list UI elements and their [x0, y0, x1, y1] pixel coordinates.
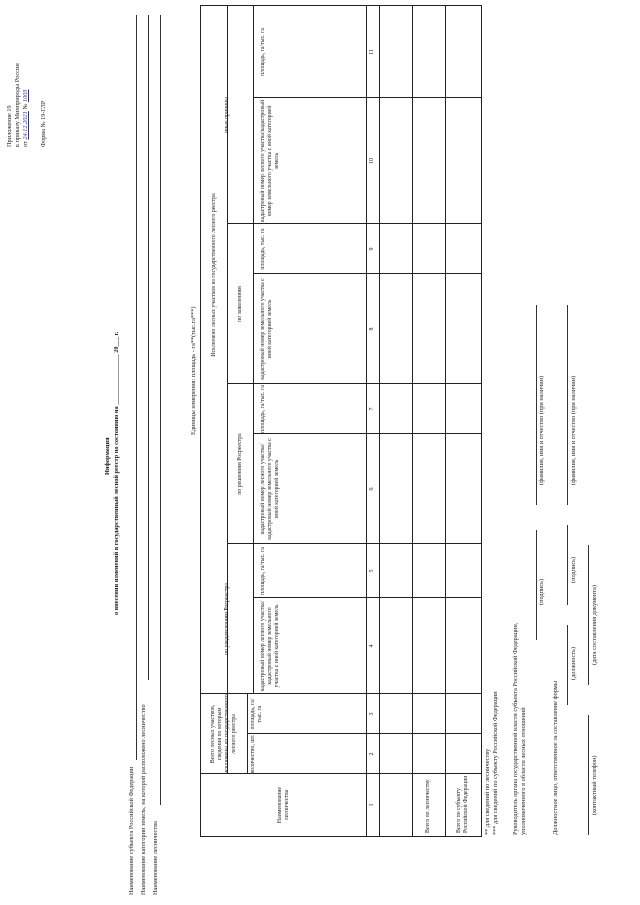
- col-number-3: 3: [368, 712, 375, 716]
- field-forestry-line: [160, 15, 161, 805]
- col-head-cadastral-4: кадастровый номер лесного участка/кадастровый номер земельного участка с иной категорией земель: [260, 600, 280, 692]
- field-land-category-label: Наименование категории земель, на которой расположено лесничество: [140, 704, 147, 895]
- order-date-handwritten: 24.12.2021: [22, 111, 29, 140]
- sub-head-application: по заявлениям: [236, 286, 243, 322]
- col-head-cadastral-6: кадастровый номер лесного участка/кадастровый номер земельного участка с иной категорией земель: [260, 438, 280, 540]
- row-rule-total-forestry: [412, 6, 413, 836]
- order-no-prefix: №: [22, 103, 29, 110]
- sub-head-rosreestr-notice: по уведомлениям Росреестра: [223, 583, 230, 655]
- main-table: [200, 5, 482, 837]
- col-head-area-11: площадь, га/тыс. га: [260, 28, 266, 76]
- head-fio-caption: (фамилия, имя и отчество (при наличии): [538, 375, 545, 485]
- signature-line-2: [567, 525, 568, 605]
- col-number-11: 11: [368, 49, 375, 55]
- sub-head-other: иные причины: [223, 96, 230, 134]
- col-head-area-5: площадь, га/тыс. га: [260, 547, 266, 595]
- sub-head-rosreestr-decision: по решениям Росреестра: [236, 433, 243, 495]
- order-date-line: [22, 89, 29, 147]
- head-signature-line: [536, 530, 537, 640]
- col-head-cadastral-10: кадастровый номер лесного участка/кадастровый номер земельного участка с иной категорией земель: [260, 99, 280, 223]
- phone-line: [588, 715, 589, 835]
- form-number: Форма № 19-ГЛР: [40, 100, 47, 147]
- col-number-4: 4: [368, 644, 375, 648]
- group-head-total: Всего лесных участков, сведения по которым исключены из государственного лесного реестра: [210, 694, 237, 774]
- field-land-category-line: [148, 15, 149, 680]
- col-head-cadastral-8: кадастровый номер земельного участка с иной категорией земель: [260, 278, 273, 380]
- col-number-2: 2: [368, 752, 375, 756]
- col-number-5: 5: [368, 569, 375, 573]
- col-head-area-7: площадь, га/тыс. га: [260, 385, 266, 433]
- field-subject-label: Наименование субъекта Российской Федерации: [128, 766, 135, 895]
- col-number-6: 6: [368, 487, 375, 491]
- position-line: [567, 625, 568, 705]
- col-head-forestry-name: Наименование лесничества: [276, 786, 290, 824]
- col-number-10: 10: [368, 158, 375, 164]
- row-rule-data: [379, 6, 380, 836]
- group-head-excluded: Исключено лесных участков из государственного лесного реестра: [210, 193, 217, 357]
- date-caption: (дата составления документа): [591, 585, 598, 665]
- fio-caption-2: (фамилия, имя и отчество (при наличии): [570, 375, 577, 485]
- date-line: [588, 545, 589, 685]
- head-fio-line: [536, 305, 537, 505]
- fio-line-2: [567, 305, 568, 505]
- col-number-9: 9: [368, 247, 375, 251]
- head-signature-caption: (подпись): [538, 578, 545, 605]
- field-subject-line: [136, 15, 137, 760]
- order-number-handwritten: 1003: [22, 89, 29, 103]
- head-official-label-2: уполномоченного в области лесных отношений: [520, 707, 527, 835]
- row-label-total-subject: Всего по субъекту Российской Федерации: [456, 775, 469, 833]
- col-number-8: 8: [368, 327, 375, 331]
- col-head-count: количество, шт.: [250, 734, 256, 774]
- order-reference: к приказу Минприроды России: [14, 63, 21, 147]
- row-rule-total-subject: [445, 6, 446, 836]
- units-note: Единицы измерения: площадь - га**(тыс.га***): [190, 306, 197, 435]
- document-subtitle: о внесении изменений в государственный лесной реестр по состоянию на ________________ 20___ г.: [113, 331, 120, 615]
- appendix-label: Приложение 19: [6, 105, 13, 147]
- field-forestry-label: Наименование лесничества: [152, 821, 159, 895]
- order-date-prefix: от: [22, 141, 29, 147]
- footnote-subject: *** для сведений по субъекту Российской Федерации: [492, 691, 499, 835]
- col-number-7: 7: [368, 407, 375, 411]
- position-caption: (должность): [570, 646, 577, 680]
- col-head-area: площадь, га/тыс. га: [250, 698, 263, 730]
- row-label-total-forestry: Всего по лесничеству: [425, 779, 432, 833]
- phone-caption: (контактный телефон): [591, 755, 598, 815]
- row-rule-subheader: [253, 6, 254, 694]
- head-official-label: Руководитель органа государственной власти субъекта Российской Федерации,: [512, 622, 519, 835]
- col-head-area-9: площадь, тыс. га: [260, 228, 266, 270]
- responsible-official-label: Должностное лицо, ответственное за составление формы: [552, 680, 559, 835]
- signature-caption-2: (подпись): [570, 556, 577, 583]
- footnote-forestry: ** для сведений по лесничеству: [484, 748, 491, 835]
- document-title: Информация: [104, 437, 111, 475]
- col-number-1: 1: [368, 803, 375, 807]
